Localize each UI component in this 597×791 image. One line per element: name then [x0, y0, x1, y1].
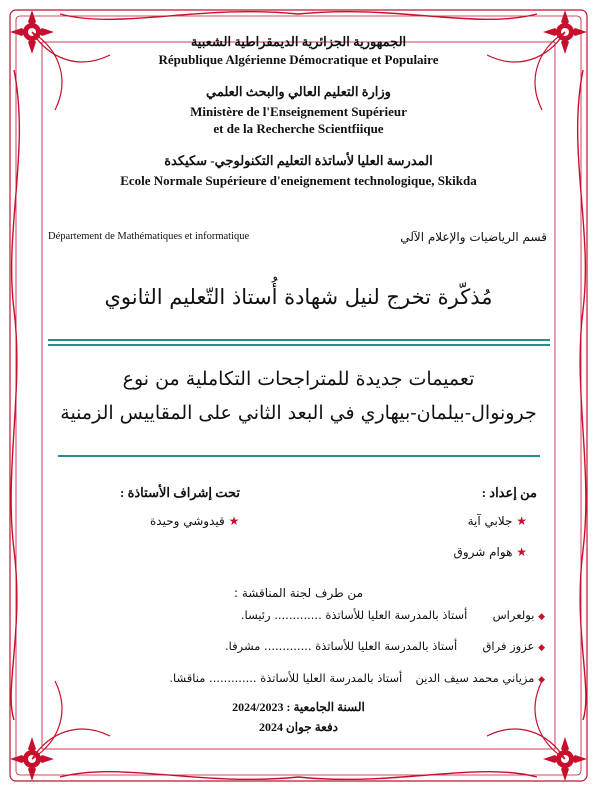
- supervisor-name: قيدوشي وحيدة: [150, 514, 225, 528]
- member-name: عزوز فراق: [482, 639, 535, 653]
- diamond-bullet-icon: ◆: [538, 643, 545, 653]
- graduation-batch: دفعة جوان 2024: [258, 720, 339, 734]
- department-ar: قسم الرياضيات والإعلام الآلي: [400, 230, 547, 244]
- committee-label: من طرف لجنة المناقشة :: [233, 586, 363, 600]
- member-role: أستاذ بالمدرسة العليا للأساتذة ............. مشرفا.: [224, 639, 458, 653]
- member-role: أستاذ بالمدرسة العليا للأساتذة ............. مناقشا.: [169, 671, 403, 685]
- committee-member-1: [65, 608, 545, 622]
- member-role: أستاذ بالمدرسة العليا للأساتذة ............. رئيسا.: [240, 608, 468, 622]
- title-rule-top-2: [48, 344, 550, 346]
- student-name: هوام شروق: [453, 545, 513, 559]
- student-1: [468, 514, 527, 528]
- ministry-ar: وزارة التعليم العالي والبحث العلمي: [206, 84, 391, 99]
- committee-member-2: [65, 639, 545, 653]
- student-2: [454, 545, 527, 559]
- ministry-fr-line2: et de la Recherche Scientfiique: [213, 121, 384, 136]
- supervisor: [150, 514, 239, 528]
- school-ar: المدرسة العليا لأساتذة التعليم التكنولوجي- سكيكدة: [164, 153, 433, 168]
- title-line1: تعميمات جديدة للمتراجحات التكاملية من نوع: [122, 368, 475, 390]
- title-line2: جرونوال-بيلمان-بيهاري في البعد الثاني على المقاييس الزمنية: [60, 402, 537, 424]
- supervision-label: تحت إشراف الأستاذة :: [120, 485, 241, 500]
- republic-fr: République Algérienne Démocratique et Populaire: [158, 52, 439, 67]
- star-bullet-icon: ★: [516, 545, 527, 559]
- school-fr: Ecole Normale Supérieure d'eneignement technologique, Skikda: [120, 173, 477, 188]
- ministry-fr-line1: Ministère de l'Enseignement Supérieur: [190, 104, 407, 119]
- member-name: بولعراس: [492, 608, 535, 622]
- member-name: مزياني محمد سيف الدين: [415, 671, 535, 685]
- academic-year: السنة الجامعية : 2024/2023: [232, 700, 365, 714]
- student-name: جلابي آية: [467, 514, 513, 528]
- committee-member-3: [65, 671, 545, 685]
- title-rule-top: [48, 339, 550, 341]
- republic-ar: الجمهورية الجزائرية الديمقراطية الشعبية: [190, 34, 407, 49]
- diamond-bullet-icon: ◆: [538, 675, 545, 685]
- star-bullet-icon: ★: [516, 514, 527, 528]
- star-bullet-icon: ★: [228, 514, 240, 528]
- department-fr: Département de Mathématiques et informatique: [48, 231, 250, 242]
- diamond-bullet-icon: ◆: [538, 612, 545, 622]
- title-rule-bottom: [58, 455, 540, 457]
- prepared-by-label: من إعداد :: [481, 485, 537, 500]
- memoir-type: مُذكّرة تخرج لنيل شهادة أُستاذ التّعليم الثانوي: [104, 285, 493, 309]
